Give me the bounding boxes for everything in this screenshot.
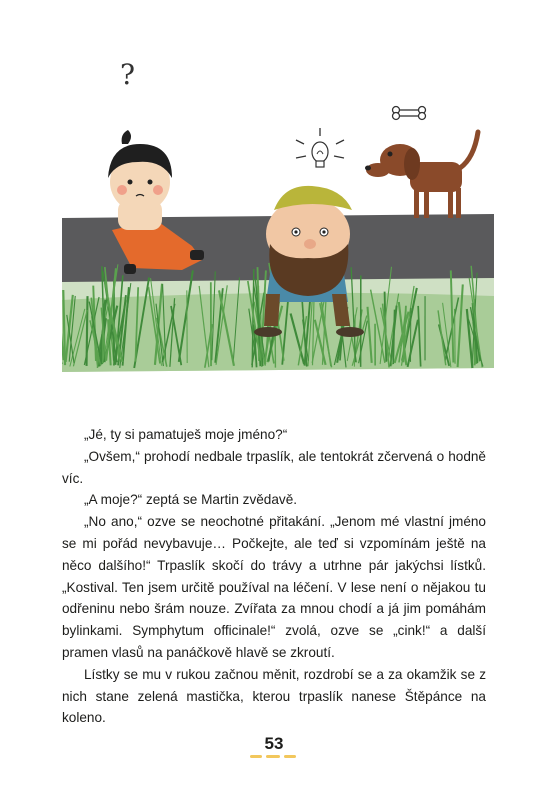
page-number-underline	[250, 754, 298, 760]
story-text	[62, 424, 486, 729]
illustration-svg	[62, 50, 494, 390]
question-mark-icon: ?	[120, 58, 136, 91]
dog	[365, 132, 478, 218]
paragraph: „No ano,“ ozve se neochotné přitakání. „Jenom mé vlastní jméno se mi pořád nevybavuje… Počkejte, ale teď si vzpomínám ještě na něco dalšího!“ Trpaslík skočí do trávy a utrhne pár jakýchsi lístků. „Kostival. Ten jsem určitě používal na léčení. V lese není o nějakou tu odřeninu nebo šrám nouze. Zvířata za mnou chodí a já jim pomáhám bylinkami. Symphytum officinale!“ zvolá, ozve se „cink!“ a další pramen vlasů na panáčkově hlavě se zkroutí.	[62, 514, 486, 660]
grass-blade	[455, 309, 456, 364]
paragraph: „Ovšem,“ prohodí nedbale trpaslík, ale tentokrát zčervená o hodně víc.	[62, 448, 486, 486]
paragraph: Lístky se mu v rukou začnou měnit, rozdrobí se a za okamžik se z nich stane zelená mastička, kterou trpaslík nanese Štěpánce na koleno.	[62, 666, 486, 726]
grass-blade	[87, 296, 88, 366]
paragraph: „Jé, ty si pamatuješ moje jméno?“	[84, 427, 288, 442]
paragraph: „A moje?“ zeptá se Martin zvědavě.	[84, 492, 298, 508]
bone-icon	[393, 107, 426, 120]
light-bulb-icon	[296, 128, 344, 167]
story-illustration	[62, 50, 494, 390]
page-number: 53	[264, 734, 284, 753]
